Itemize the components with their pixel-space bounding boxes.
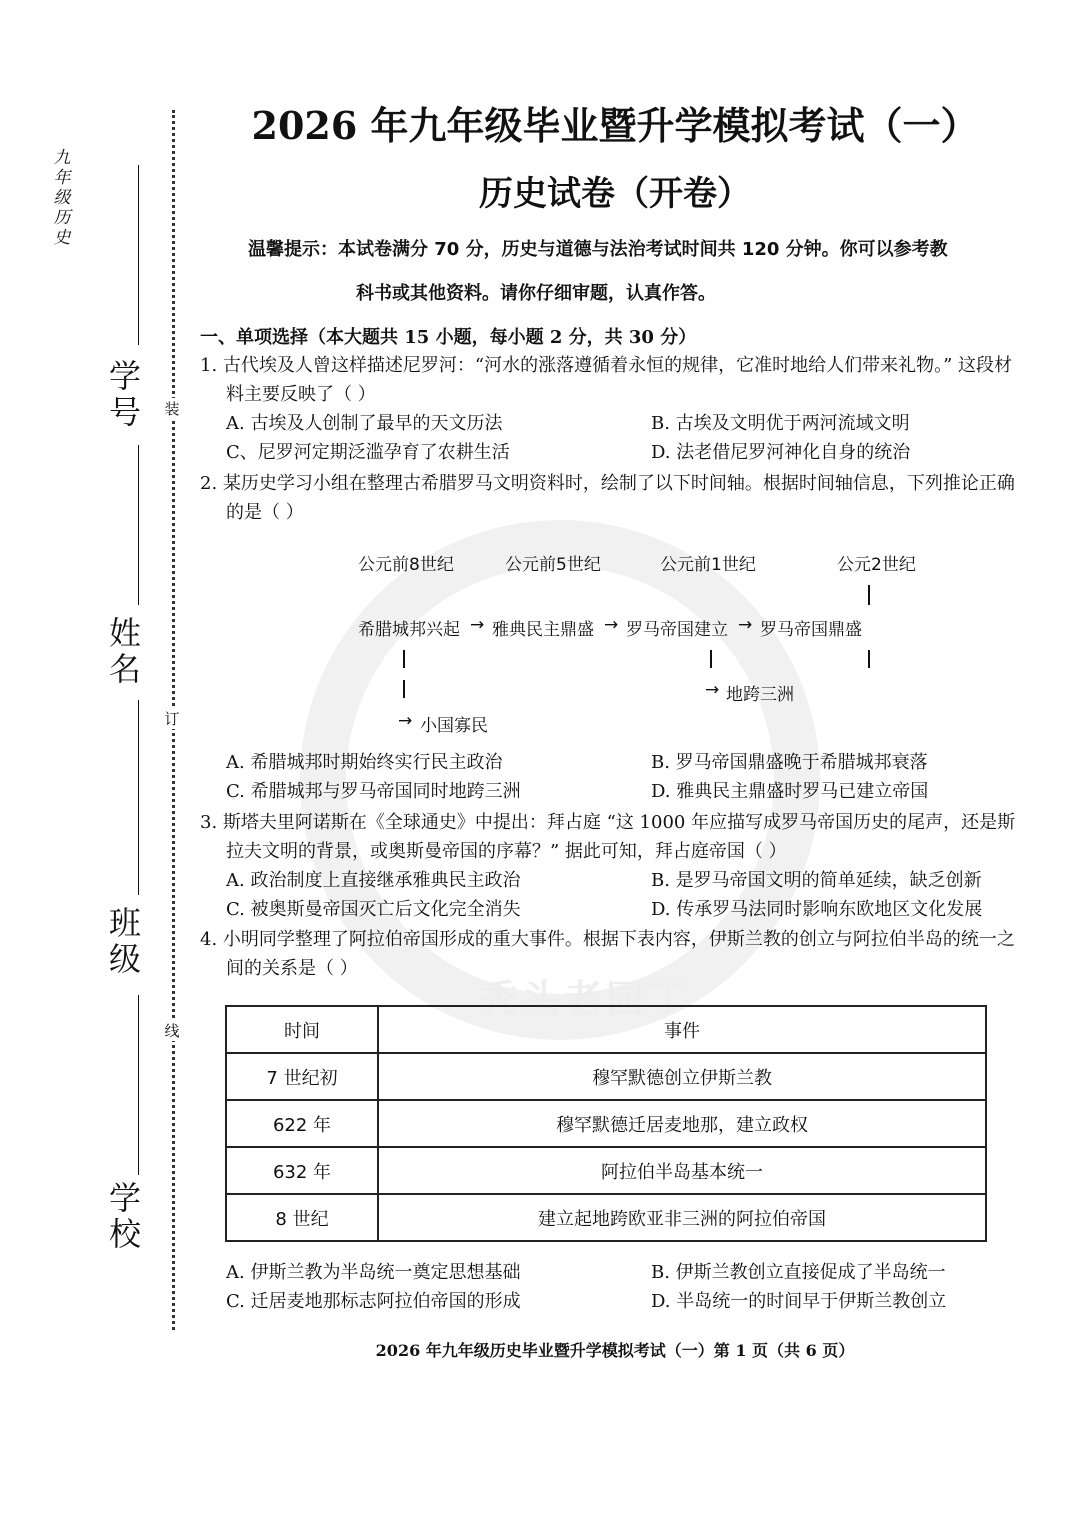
timeline-diagram [350,545,916,745]
question-2-options-block [200,748,1030,806]
table-cell-event: 建立起地跨欧亚非三洲的阿拉伯帝国 [378,1194,986,1241]
timeline-branch-rome: 地跨三洲 [726,685,794,705]
option-a[interactable]: A. 伊斯兰教为半岛统一奠定思想基础 [226,1262,521,1283]
question-stem: 1. 古代埃及人曾这样描述尼罗河：“河水的涨落遵循着永恒的规律，它准时地给人们带来礼物。” 这段材料主要反映了（ ） [200,355,1013,405]
timeline-event: 罗马帝国鼎盛 [760,620,862,640]
question-options [200,1258,1030,1316]
notice [248,228,1028,316]
table-row [226,1053,986,1100]
option-c[interactable]: C. 希腊城邦与罗马帝国同时地跨三洲 [226,781,521,802]
timeline-tick [868,585,870,605]
option-b[interactable]: B. 古埃及文明优于两河流域文明 [651,413,910,434]
bind-mark-zhuang: 装 [160,398,184,419]
table-row [226,1147,986,1194]
page-footer: 2026 年九年级历史毕业暨升学模拟考试（一）第 1 页（共 6 页） [375,1341,855,1360]
table-cell-time: 622 年 [226,1100,378,1147]
table-header-row [226,1006,986,1053]
arrow-icon: → [604,615,619,635]
arrow-icon: → [738,615,753,635]
table-cell-time: 8 世纪 [226,1194,378,1241]
table-cell-event: 穆罕默德迁居麦地那，建立政权 [378,1100,986,1147]
question-4-options-block [200,1258,1030,1316]
question-stem: 3. 斯塔夫里阿诺斯在《全球通史》中提出：拜占庭 “这 1000 年应描写成罗马帝国历史的尾声，还是斯拉夫文明的背景，或奥斯曼帝国的序幕？” 据此可知，拜占庭帝国（ ） [200,812,1016,862]
field-line-name[interactable] [138,445,139,605]
binding-margin [0,0,200,1527]
option-c[interactable]: C. 被奥斯曼帝国灭亡后文化完全消失 [226,899,521,920]
question-3 [200,808,1030,924]
option-d[interactable]: D. 传承罗马法同时影响东欧地区文化发展 [651,899,983,920]
timeline-event: 罗马帝国建立 [626,620,728,640]
option-b[interactable]: B. 伊斯兰教创立直接促成了半岛统一 [651,1262,946,1283]
option-a[interactable]: A. 希腊城邦时期始终实行民主政治 [226,752,503,773]
bind-mark-xian: 线 [160,1020,184,1041]
field-line-class[interactable] [138,700,139,895]
field-line-student-id[interactable] [138,165,139,345]
option-b[interactable]: B. 罗马帝国鼎盛晚于希腊城邦衰落 [651,752,928,773]
timeline-connector [403,680,405,698]
timeline-event: 希腊城邦兴起 [358,620,460,640]
notice-line-1: 温馨提示：本试卷满分 70 分，历史与道德与法治考试时间共 120 分钟。你可以参考教 [248,239,948,260]
table-header-event: 事件 [378,1006,986,1053]
option-b[interactable]: B. 是罗马帝国文明的简单延续，缺乏创新 [651,870,982,891]
question-options [200,866,1030,924]
arrow-icon: → [705,680,720,700]
option-a[interactable]: A. 政治制度上直接继承雅典民主政治 [226,870,521,891]
timeline-period: 公元2世纪 [837,555,916,575]
field-label-class: 班级 [108,904,141,978]
question-options [200,409,1030,467]
timeline-connector [868,650,870,668]
watermark-text: 秃头老园丁 [480,977,691,1021]
option-d[interactable]: D. 半岛统一的时间早于伊斯兰教创立 [651,1291,947,1312]
field-label-school: 学校 [108,1179,141,1253]
timeline-connector [403,650,405,668]
arrow-icon: → [470,615,485,635]
question-1 [200,351,1030,467]
table-header-time: 时间 [226,1006,378,1053]
table-cell-event: 阿拉伯半岛基本统一 [378,1147,986,1194]
question-2 [200,469,1030,527]
question-stem: 4. 小明同学整理了阿拉伯帝国形成的重大事件。根据下表内容，伊斯兰教的创立与阿拉伯半岛的统一之间的关系是（ ） [200,929,1015,979]
table-row [226,1100,986,1147]
bind-mark-ding: 订 [160,708,184,729]
margin-note: 九年级历史 [53,148,71,248]
notice-line-2: 科书或其他资料。请你仔细审题，认真作答。 [356,283,716,304]
option-c[interactable]: C、尼罗河定期泛滥孕育了农耕生活 [226,442,510,463]
table-row [226,1194,986,1241]
table-cell-time: 7 世纪初 [226,1053,378,1100]
timeline-period: 公元前5世纪 [505,555,601,575]
table-cell-time: 632 年 [226,1147,378,1194]
exam-subtitle: 历史试卷（开卷） [479,174,751,214]
field-line-school[interactable] [138,995,139,1175]
timeline-connector [710,650,712,668]
exam-title: 2026 年九年级毕业暨升学模拟考试（一） [251,103,979,148]
option-d[interactable]: D. 雅典民主鼎盛时罗马已建立帝国 [651,781,929,802]
option-c[interactable]: C. 迁居麦地那标志阿拉伯帝国的形成 [226,1291,521,1312]
timeline-period: 公元前8世纪 [358,555,454,575]
timeline-branch-greece: 小国寡民 [420,716,488,736]
timeline-period: 公元前1世纪 [660,555,756,575]
arrow-icon: → [398,711,413,731]
question-options [200,748,1030,806]
question-stem: 2. 某历史学习小组在整理古希腊罗马文明资料时，绘制了以下时间轴。根据时间轴信息，下列推论正确的是（ ） [200,473,1015,523]
events-table [225,1005,987,1242]
field-label-name: 姓名 [108,614,141,688]
table-cell-event: 穆罕默德创立伊斯兰教 [378,1053,986,1100]
question-4 [200,925,1030,983]
option-a[interactable]: A. 古埃及人创制了最早的天文历法 [226,413,503,434]
field-label-student-id: 学号 [108,357,141,431]
option-d[interactable]: D. 法老借尼罗河神化自身的统治 [651,442,911,463]
timeline-event: 雅典民主鼎盛 [492,620,594,640]
section-title: 一、单项选择（本大题共 15 小题，每小题 2 分，共 30 分） [200,327,697,348]
